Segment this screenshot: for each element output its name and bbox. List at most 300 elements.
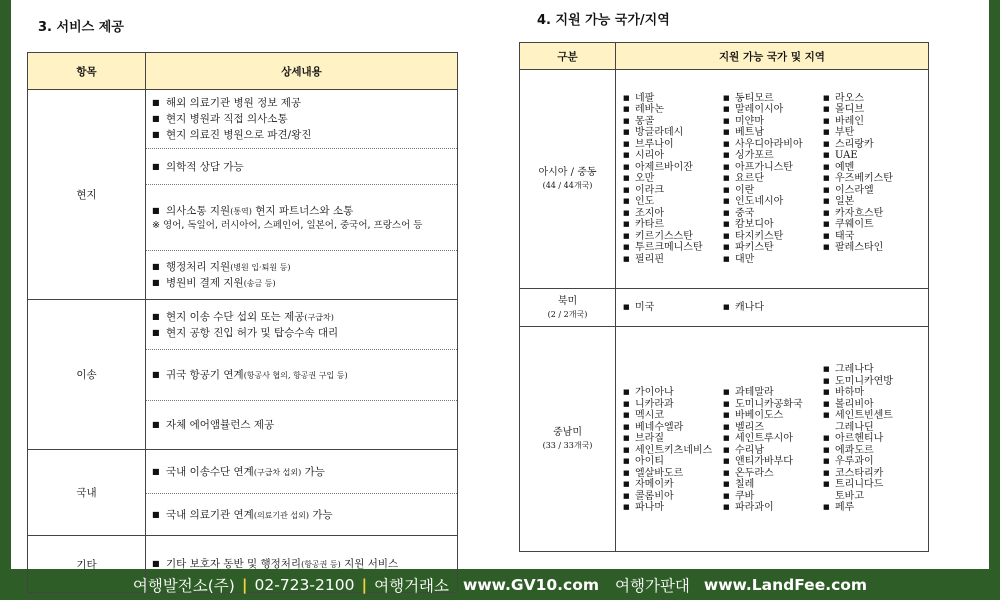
country-item	[823, 185, 923, 197]
country-columns	[617, 364, 927, 514]
bullet-icon: ■	[823, 162, 830, 171]
bullet-icon: ■	[623, 93, 630, 102]
detail-subtext: (항공권 등)	[301, 560, 341, 569]
bullet-icon: ■	[152, 205, 160, 215]
col-item-header: 항목	[28, 53, 146, 90]
country-name: 콜롬비아	[635, 490, 674, 502]
country-item	[723, 491, 823, 503]
bullet-icon: ■	[723, 388, 730, 397]
bullet-icon: ■	[723, 162, 730, 171]
country-item	[723, 433, 823, 445]
bullet-icon: ■	[623, 302, 630, 311]
detail-text: 귀국 항공기 연계	[166, 369, 244, 381]
country-name: 방글라데시	[635, 127, 684, 139]
country-item	[723, 208, 823, 220]
country-item	[823, 364, 923, 376]
detail-subtext: (의료기관 섭외)	[253, 510, 309, 520]
detail-item	[152, 367, 451, 383]
detail-block	[146, 90, 457, 149]
country-item	[823, 162, 923, 174]
country-name: 부탄	[835, 127, 855, 139]
country-item	[823, 196, 923, 208]
country-name: 가이아나	[635, 387, 674, 399]
country-item	[623, 150, 723, 162]
country-item	[823, 410, 923, 422]
country-item	[823, 445, 923, 457]
country-column	[823, 93, 923, 254]
region-name: 아시아 / 중동	[538, 167, 597, 178]
bullet-icon: ■	[823, 243, 830, 252]
country-name: 카타르	[635, 219, 664, 231]
country-item	[723, 502, 823, 514]
detail-subtext: (병원 입·퇴원 등)	[230, 263, 291, 272]
country-cell	[616, 70, 929, 289]
bullet-icon: ■	[152, 370, 160, 379]
country-name: 바레인	[835, 115, 864, 127]
detail-text: 현지 의료진 병원으로 파견/왕진	[166, 129, 312, 141]
bullet-icon: ■	[723, 457, 730, 466]
country-item	[723, 104, 823, 116]
country-item	[623, 93, 723, 105]
country-name: 칠레	[735, 479, 755, 491]
country-item	[823, 456, 923, 468]
bullet-icon: ■	[823, 174, 830, 183]
bullet-icon: ■	[723, 445, 730, 454]
bullet-icon: ■	[823, 139, 830, 148]
bullet-icon: ■	[623, 139, 630, 148]
bullet-icon: ■	[152, 466, 160, 476]
country-name: 시리아	[635, 150, 664, 162]
country-name: 키르기스스탄	[635, 230, 693, 242]
country-name: 쿠바	[735, 490, 755, 502]
bullet-icon: ■	[823, 151, 830, 160]
detail-block	[146, 300, 457, 350]
country-name: 몽골	[635, 115, 655, 127]
country-item	[723, 139, 823, 151]
bullet-icon: ■	[152, 327, 160, 337]
country-item	[623, 456, 723, 468]
bullet-icon: ■	[823, 503, 830, 512]
country-item	[723, 456, 823, 468]
country-item	[723, 116, 823, 128]
country-column	[723, 93, 823, 266]
detail-text: 자체 에어앰뷸런스 제공	[166, 419, 275, 431]
bullet-icon: ■	[823, 399, 830, 408]
country-item	[823, 376, 923, 388]
bullet-icon: ■	[723, 480, 730, 489]
country-name: 멕시코	[635, 410, 664, 422]
country-cell	[616, 289, 929, 327]
bullet-icon: ■	[823, 128, 830, 137]
bullet-icon: ■	[623, 399, 630, 408]
bullet-icon: ■	[823, 376, 830, 385]
detail-item	[152, 275, 451, 291]
bullet-icon: ■	[723, 503, 730, 512]
country-name: 우루과이	[835, 456, 874, 468]
country-name: 인도	[635, 196, 655, 208]
bullet-icon: ■	[823, 93, 830, 102]
company-name: 여행발전소(주)	[132, 576, 235, 595]
bullet-icon: ■	[623, 434, 630, 443]
country-name: 이라크	[635, 184, 664, 196]
country-name: 벨리즈	[735, 421, 764, 433]
bullet-icon: ■	[823, 116, 830, 125]
country-name: 그레나다	[835, 364, 874, 376]
country-item	[623, 502, 723, 514]
country-item	[823, 242, 923, 254]
country-name: 미얀마	[735, 115, 764, 127]
detail-block	[146, 251, 457, 299]
detail-text: 행정처리 지원	[166, 261, 231, 273]
bullet-icon: ■	[823, 105, 830, 114]
detail-block	[146, 401, 457, 449]
country-item	[723, 231, 823, 243]
board-link[interactable]: www.LandFee.com	[703, 575, 868, 594]
bullet-icon: ■	[623, 208, 630, 217]
bullet-icon: ■	[623, 254, 630, 263]
detail-text: 국내 이송수단 연계	[166, 465, 254, 478]
bullet-icon: ■	[623, 480, 630, 489]
country-columns	[617, 302, 927, 314]
bullet-icon: ■	[152, 161, 160, 171]
bullet-icon: ■	[152, 420, 160, 429]
country-item	[723, 127, 823, 139]
detail-text: 해외 의료기관 병원 정보 제공	[166, 97, 302, 109]
country-item	[623, 410, 723, 422]
country-name: 토바고	[835, 490, 864, 502]
country-item	[823, 479, 923, 491]
country-column	[623, 302, 723, 314]
detail-item	[152, 507, 451, 523]
country-name: 인도네시아	[735, 196, 784, 208]
country-name: 동티모르	[735, 92, 774, 104]
detail-text: 의사소통 지원	[166, 204, 231, 217]
country-name: 아르헨티나	[835, 433, 884, 445]
country-item	[823, 93, 923, 105]
footer-bar	[0, 569, 1000, 600]
country-item	[823, 104, 923, 116]
country-name: 브라질	[635, 433, 664, 445]
country-item	[623, 242, 723, 254]
exchange-link[interactable]: www.GV10.com	[463, 575, 600, 594]
country-item	[823, 491, 923, 503]
bullet-icon: ■	[723, 434, 730, 443]
bullet-icon: ■	[723, 151, 730, 160]
country-item	[623, 219, 723, 231]
bullet-icon: ■	[823, 411, 830, 420]
country-item	[623, 491, 723, 503]
country-name: 일본	[835, 196, 855, 208]
board-label: 여행가판대	[615, 576, 690, 595]
bullet-icon: ■	[823, 388, 830, 397]
bullet-icon: ■	[623, 422, 630, 431]
country-name: 도미니카공화국	[735, 398, 803, 410]
country-item	[823, 387, 923, 399]
detail-text-tail: 지원 서비스	[340, 558, 399, 570]
detail-text: 현지 병원과 직접 의사소통	[166, 113, 288, 125]
detail-text: 국내 의료기관 연계	[166, 508, 254, 521]
country-name: 투르크메니스탄	[635, 242, 703, 254]
country-name: 파라과이	[735, 502, 774, 514]
country-name: 말레이시아	[735, 104, 784, 116]
bullet-icon: ■	[623, 185, 630, 194]
bullet-icon: ■	[623, 174, 630, 183]
bullet-icon: ■	[823, 365, 830, 374]
country-item	[623, 104, 723, 116]
country-item	[623, 302, 723, 314]
bullet-icon: ■	[823, 231, 830, 240]
detail-block	[146, 350, 457, 401]
bullet-icon: ■	[623, 105, 630, 114]
country-name: 네팔	[635, 92, 655, 104]
country-name: 대만	[735, 253, 755, 265]
country-name: 아이티	[635, 456, 664, 468]
country-name: 니카라과	[635, 398, 674, 410]
bullet-icon: ■	[623, 220, 630, 229]
detail-item	[152, 203, 451, 219]
country-item	[623, 254, 723, 266]
services-table	[27, 52, 458, 593]
country-item	[823, 150, 923, 162]
bullet-icon: ■	[723, 468, 730, 477]
country-item	[823, 422, 923, 434]
bullet-icon: ■	[623, 457, 630, 466]
bullet-icon: ■	[723, 128, 730, 137]
bullet-icon: ■	[152, 278, 160, 287]
bullet-icon: ■	[723, 243, 730, 252]
country-name: 온두라스	[735, 467, 774, 479]
country-name: 조지아	[635, 207, 664, 219]
bullet-icon: ■	[823, 185, 830, 194]
category-details	[146, 450, 458, 536]
country-name: 세인트루시아	[735, 433, 793, 445]
country-name: 파나마	[635, 502, 664, 514]
country-item	[623, 479, 723, 491]
bullet-icon: ■	[623, 503, 630, 512]
country-name: 카자흐스탄	[835, 207, 884, 219]
country-item	[623, 231, 723, 243]
bullet-icon: ■	[823, 457, 830, 466]
country-item	[823, 139, 923, 151]
category-label: 이송	[28, 300, 146, 450]
region-count: (33 / 33개국)	[542, 441, 593, 450]
country-item	[823, 173, 923, 185]
category-label: 국내	[28, 450, 146, 536]
country-item	[623, 468, 723, 480]
country-item	[723, 302, 823, 314]
country-item	[823, 219, 923, 231]
country-name: 싱가포르	[735, 150, 774, 162]
country-item	[723, 173, 823, 185]
bullet-icon: ■	[723, 231, 730, 240]
country-name: 타지키스탄	[735, 230, 784, 242]
detail-item	[152, 417, 451, 433]
bullet-icon: ■	[152, 262, 160, 271]
detail-text-tail: 현지 파트너스와 소통	[251, 204, 354, 217]
bullet-icon: ■	[623, 116, 630, 125]
bullet-icon: ■	[723, 139, 730, 148]
bullet-icon: ■	[152, 98, 160, 107]
country-name: 세인트키츠네비스	[635, 444, 713, 456]
country-column	[623, 93, 723, 266]
country-item	[623, 196, 723, 208]
footer-separator: |	[361, 575, 368, 594]
bullet-icon: ■	[152, 509, 160, 519]
bullet-icon: ■	[723, 254, 730, 263]
detail-text: 의학적 상담 가능	[166, 160, 244, 173]
country-name: 미국	[635, 301, 655, 313]
country-name: 바베이도스	[735, 410, 784, 422]
country-name: 파키스탄	[735, 242, 774, 254]
detail-subtext: (구급차)	[304, 312, 334, 322]
country-item	[623, 173, 723, 185]
country-name: 페루	[835, 502, 855, 514]
country-item	[723, 93, 823, 105]
country-item	[723, 468, 823, 480]
country-item	[623, 387, 723, 399]
country-item	[623, 399, 723, 411]
detail-item	[152, 111, 451, 127]
country-column	[823, 364, 923, 514]
bullet-icon: ■	[623, 151, 630, 160]
bullet-icon: ■	[723, 422, 730, 431]
country-name: 필리핀	[635, 253, 664, 265]
regions-table	[519, 42, 929, 552]
country-item	[723, 387, 823, 399]
country-name: 중국	[735, 207, 755, 219]
bullet-icon: ■	[723, 116, 730, 125]
category-label: 현지	[28, 90, 146, 300]
bullet-icon: ■	[623, 231, 630, 240]
country-name: 볼리비아	[835, 398, 874, 410]
country-item	[623, 185, 723, 197]
country-item	[823, 502, 923, 514]
country-name: 사우디아라비아	[735, 138, 803, 150]
detail-item	[152, 259, 451, 275]
bullet-icon: ■	[723, 197, 730, 206]
country-name: 코스타리카	[835, 467, 884, 479]
bullet-icon: ■	[623, 411, 630, 420]
country-name: 캄보디아	[735, 219, 774, 231]
country-item	[823, 468, 923, 480]
country-item	[723, 410, 823, 422]
country-item	[623, 162, 723, 174]
language-note: ※ 영어, 독일어, 러시아어, 스페인어, 일본어, 중국어, 프랑스어 등	[152, 219, 423, 231]
bullet-icon: ■	[723, 93, 730, 102]
detail-subtext: (통역)	[230, 206, 252, 216]
region-label	[520, 70, 616, 289]
bullet-icon: ■	[723, 220, 730, 229]
bullet-icon: ■	[623, 388, 630, 397]
country-name: 레바논	[635, 104, 664, 116]
country-item	[723, 422, 823, 434]
country-item	[823, 231, 923, 243]
country-column	[623, 387, 723, 514]
country-name: 바하마	[835, 387, 864, 399]
country-column	[723, 387, 823, 514]
country-name: 이스라엘	[835, 184, 874, 196]
detail-item	[152, 325, 451, 341]
bullet-icon: ■	[723, 185, 730, 194]
bullet-icon: ■	[723, 399, 730, 408]
detail-text: 병원비 결제 지원	[166, 277, 244, 289]
detail-text: 기타 보호자 동반 및 행정처리	[166, 558, 302, 570]
bullet-icon: ■	[823, 434, 830, 443]
country-item	[623, 139, 723, 151]
bullet-icon: ■	[723, 302, 730, 311]
country-name: 과테말라	[735, 387, 774, 399]
detail-item	[152, 95, 451, 111]
category-label: 기타	[28, 536, 146, 593]
country-item	[723, 399, 823, 411]
country-name: 앤티가바부다	[735, 456, 793, 468]
country-name: 엘살바도르	[635, 467, 684, 479]
detail-text-tail: 가능	[301, 465, 325, 478]
country-item	[723, 445, 823, 457]
country-name: 트리니다드	[835, 479, 884, 491]
bullet-icon: ■	[623, 162, 630, 171]
country-name: 쿠웨이트	[835, 219, 874, 231]
bullet-icon: ■	[623, 197, 630, 206]
country-name: 자메이카	[635, 479, 674, 491]
country-name: 예멘	[835, 161, 855, 173]
country-item	[623, 208, 723, 220]
category-details	[146, 90, 458, 300]
bullet-icon: ■	[623, 468, 630, 477]
country-name: 수리남	[735, 444, 764, 456]
country-item	[723, 150, 823, 162]
detail-text: 현지 이송 수단 섭외 또는 제공	[166, 310, 305, 323]
country-name: 팔레스타인	[835, 242, 884, 254]
country-item	[623, 445, 723, 457]
country-item	[823, 127, 923, 139]
bullet-icon: ■	[152, 559, 160, 568]
country-name: UAE	[835, 150, 858, 162]
region-name: 중남미	[553, 427, 582, 438]
country-cell	[616, 327, 929, 552]
detail-block	[146, 185, 457, 251]
bullet-icon: ■	[723, 174, 730, 183]
country-name: 에콰도르	[835, 444, 874, 456]
bullet-icon: ■	[623, 445, 630, 454]
country-column	[723, 302, 823, 314]
region-label	[520, 327, 616, 552]
country-item	[723, 479, 823, 491]
country-item	[723, 242, 823, 254]
bullet-icon: ■	[723, 105, 730, 114]
country-columns	[617, 93, 927, 266]
country-name: 아프가니스탄	[735, 161, 793, 173]
regions-heading: 4. 지원 가능 국가/지역	[537, 13, 670, 28]
bullet-icon: ■	[152, 114, 160, 123]
bullet-icon: ■	[823, 480, 830, 489]
detail-block	[146, 494, 457, 535]
country-name: 몰디브	[835, 104, 864, 116]
bullet-icon: ■	[623, 491, 630, 500]
region-label	[520, 289, 616, 327]
bullet-icon: ■	[152, 130, 160, 139]
detail-block	[146, 450, 457, 494]
bullet-icon: ■	[723, 208, 730, 217]
bullet-icon: ■	[823, 208, 830, 217]
region-count: (2 / 2개국)	[547, 309, 588, 319]
detail-subtext: (항공사 협의, 항공권 구입 등)	[243, 371, 348, 380]
country-name: 세인트빈센트	[835, 410, 893, 422]
country-item	[723, 162, 823, 174]
country-name: 베트남	[735, 127, 764, 139]
bullet-icon: ■	[723, 411, 730, 420]
col-countries-header: 지원 가능 국가 및 지역	[616, 43, 929, 70]
